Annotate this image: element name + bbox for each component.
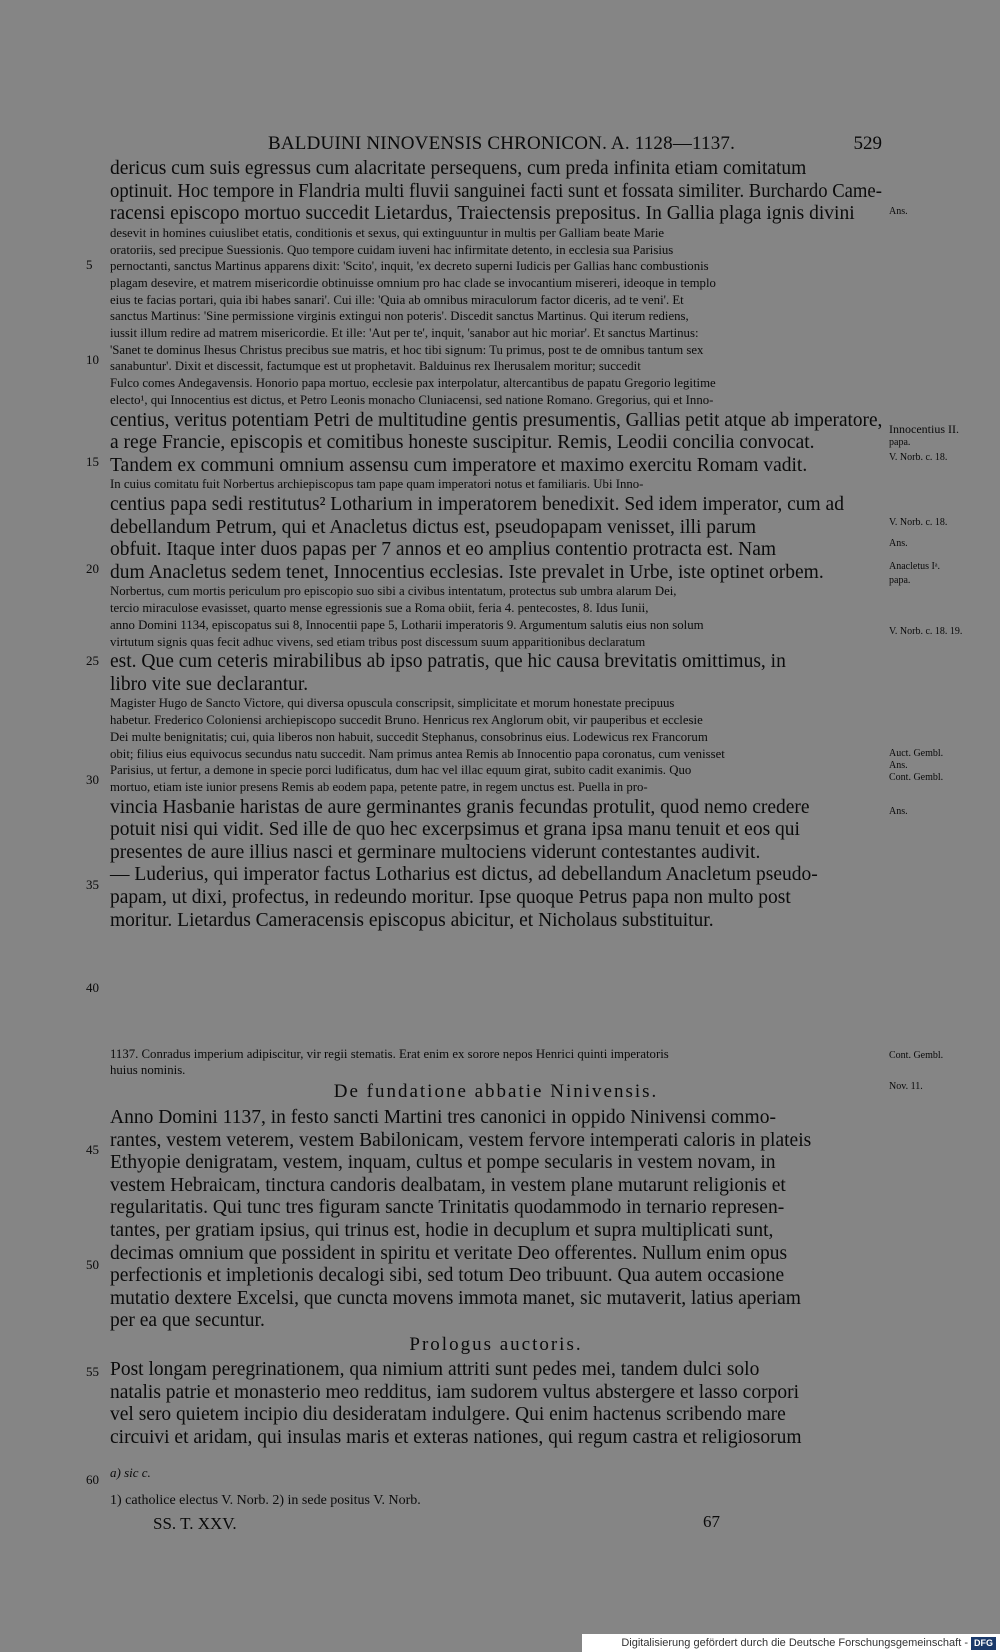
line-number: 30 bbox=[86, 772, 99, 787]
dfg-text: Digitalisierung gefördert durch die Deutsche Forschungsgemeinschaft - bbox=[621, 1637, 968, 1649]
margin-note: Ans. bbox=[889, 806, 908, 817]
line-number: 20 bbox=[86, 561, 99, 576]
text-line: dericus cum suis egressus cum alacritate persequens, cum preda infinita etiam comitatum bbox=[110, 158, 807, 179]
margin-note: V. Norb. c. 18. 19. bbox=[889, 626, 963, 637]
text-line: habetur. Frederico Coloniensi archiepiscopo succedit Bruno. Henricus rex Anglorum obit, vir pauperibus et ecclesie bbox=[110, 713, 703, 728]
margin-note: papa. bbox=[889, 437, 911, 448]
text-line: per ea que secuntur. bbox=[110, 1310, 265, 1332]
running-title: BALDUINI NINOVENSIS CHRONICON. A. 1128—1137. bbox=[268, 133, 736, 154]
text-line: dum Anacletus sedem tenet, Innocentius ecclesias. Iste prevalet in Urbe, iste optinet orbem. bbox=[110, 561, 824, 583]
text-line: tantes, per gratiam ipsius, qui trinus est, hodie in decuplum et supra multiplicati sunt, bbox=[110, 1220, 774, 1241]
margin-note: Ans. bbox=[889, 538, 908, 549]
text-line: racensi episcopo mortuo succedit Lietardus, Traiectensis prepositus. In Gallia plaga ignis divini bbox=[110, 203, 855, 225]
text-line: plagam desevire, et matrem misericordie obtinuisse omnium pro hac clade se invocantium misereri, ideoque in templo bbox=[110, 275, 716, 290]
margin-note: V. Norb. c. 18. bbox=[889, 452, 948, 463]
line-number: 60 bbox=[86, 1472, 99, 1487]
section-heading: De fundatione abbatie Ninivensis. bbox=[333, 1081, 659, 1102]
text-line: presentes de aure illius nasci et germinare multociens viderunt contestantes audivit. bbox=[110, 841, 761, 863]
margin-note: V. Norb. c. 18. bbox=[889, 517, 948, 528]
text-line: electo¹, qui Innocentius est dictus, et Petro Leonis monacho Cluniacensi, sed natione Romano. Gregorius, qui et Inno- bbox=[110, 392, 714, 407]
text-line: Dei multe benignitatis; cui, quia liberos non habuit, succedit Stephanus, consobrinus eius. Lodewicus rex Francorum bbox=[110, 729, 708, 744]
text-line: vel sero quietem incipio diu desideratam indulgere. Qui enim hactenus scribendo mare bbox=[110, 1404, 786, 1426]
text-line: 'Sanet te dominus Ihesus Christus precibus sue matris, et hoc tibi signum: Tu primus, post te de omnibus tantum sex bbox=[110, 342, 704, 357]
text-line: virtutum signis quas fecit adhuc vivens, sed etiam tribus post discessum suum apparitionibus declaratum bbox=[110, 634, 646, 649]
line-number: 25 bbox=[86, 653, 99, 668]
text-line: natalis patrie et monasterio meo redditus, iam sudorem vultus abstergere et lasso corpori bbox=[110, 1381, 799, 1403]
text-line: rantes, vestem veterem, vestem Babilonicam, vestem fervore intemperati caloris in plateis bbox=[110, 1129, 812, 1151]
text-line: tercio miraculose evasisset, quarto mense egressionis sue a Roma obiit, feria 4. pentecostes, 8. Idus Iunii, bbox=[110, 601, 649, 616]
dfg-footer bbox=[582, 1634, 1000, 1652]
text-line: obfuit. Itaque inter duos papas per 7 annos et eo amplius contentio protracta est. Nam bbox=[110, 539, 777, 561]
year-line-cont: huius nominis. bbox=[110, 1063, 186, 1077]
text-line: Fulco comes Andegavensis. Honorio papa mortuo, ecclesie pax interpolatur, altercantibus de papatu Gregorio legitime bbox=[110, 376, 716, 391]
sheet-number: 67 bbox=[703, 1512, 720, 1531]
margin-note: Anacletus Iᵃ. bbox=[889, 561, 941, 572]
signature-mark: SS. T. XXV. bbox=[153, 1514, 237, 1533]
text-line: iussit illum redire ad matrem misericordie. Et ille: 'Aut per te', inquit, 'sanabor aut hic moriar'. Et sanctus Martinus: bbox=[110, 326, 699, 340]
text-line: oratoriis, sed precipue Suessionis. Quo tempore cuidam iuveni hac infirmitate detento, in ecclesia sua Parisius bbox=[110, 242, 674, 257]
margin-note: Nov. 11. bbox=[889, 1081, 923, 1092]
text-line: obit; filius eius equivocus secundus natu succedit. Nam primus antea Remis ab Innocentio papa coronatus, cum venisset bbox=[110, 746, 725, 761]
margin-note: Ans. bbox=[889, 206, 908, 217]
text-line: circuivi et aridam, qui insulas maris et exteras nationes, qui regum castra et religiosorum bbox=[110, 1426, 802, 1448]
text-line: est. Que cum ceteris mirabilibus ab ipso patratis, que hic causa brevitatis omittimus, in bbox=[110, 651, 786, 673]
dfg-logo-icon: DFG bbox=[971, 1637, 996, 1650]
text-line: a rege Francie, episcopis et comitibus honeste suscipitur. Remis, Leodii concilia convocat. bbox=[110, 432, 815, 454]
text-line: Post longam peregrinationem, qua nimium attriti sunt pedes mei, tandem dulci solo bbox=[110, 1359, 760, 1380]
footnote-a: a) sic c. bbox=[110, 1465, 151, 1480]
prologue-heading: Prologus auctoris. bbox=[409, 1334, 583, 1355]
line-number: 35 bbox=[86, 877, 99, 892]
text-line: mutatio dextere Excelsi, que cuncta movens immota manet, sic mutaverit, latius aperiam bbox=[110, 1287, 801, 1309]
line-number: 55 bbox=[86, 1364, 99, 1379]
margin-note: Auct. Gembl. bbox=[889, 748, 944, 759]
text-line: moritur. Lietardus Cameracensis episcopus abicitur, et Nicholaus substituitur. bbox=[110, 909, 714, 931]
text-line: Magister Hugo de Sancto Victore, qui diversa opuscula conscripsit, simplicitate et morum honestate precipuus bbox=[110, 696, 675, 711]
text-line: centius, veritus potentiam Petri de multitudine gentis presumentis, Gallias petit atque ab imperatore, bbox=[110, 409, 883, 431]
text-line: — Luderius, qui imperator factus Lotharius est dictus, ad debellandum Anacletum pseudo- bbox=[110, 864, 818, 886]
margin-note: papa. bbox=[889, 575, 911, 586]
text-line: decimas omnium que possident in spiritu et veritate Deo offerentes. Nullum enim opus bbox=[110, 1242, 788, 1264]
line-number: 5 bbox=[86, 257, 93, 272]
margin-note: Cont. Gembl. bbox=[889, 1050, 944, 1061]
year-line: 1137. Conradus imperium adipiscitur, vir regii stematis. Erat enim ex sorore nepos Henrici quinti imperatoris bbox=[110, 1047, 669, 1061]
text-line: Parisius, ut fertur, a demone in specie porci ludificatus, dum hac vel illac equum girat, subito cadit exanimis. Quo bbox=[110, 763, 692, 778]
text-line: mortuo, etiam iste iunior presens Remis ab eodem papa, petente patre, in regem unctus est. Puella in pro- bbox=[110, 779, 648, 794]
text-line: debellandum Petrum, qui et Anacletus dictus est, pseudopapam venisset, illi parum bbox=[110, 516, 757, 538]
text-line: papam, ut dixi, profectus, in redeundo moritur. Ipse quoque Petrus papa non multo post bbox=[110, 887, 791, 908]
text-line: In cuius comitatu fuit Norbertus archiepiscopus tam pape quam imperatori notus et familiaris. Ubi Inno- bbox=[110, 477, 644, 492]
margin-note: Cont. Gembl. bbox=[889, 772, 944, 783]
line-number: 45 bbox=[86, 1142, 99, 1157]
text-line: potuit nisi qui vidit. Sed ille de quo hec excerpsimus et grana ipsa manu tenuit et eos qui bbox=[110, 819, 800, 841]
margin-note: Innocentius II. bbox=[889, 422, 959, 436]
text-line: Ethyopie denigratam, vestem, inquam, cultus et pompe secularis in vestem novam, in bbox=[110, 1152, 776, 1174]
line-number: 50 bbox=[86, 1257, 99, 1272]
line-number: 40 bbox=[86, 980, 99, 995]
text-line: desevit in homines cuiuslibet etatis, conditionis et sexus, qui extinguuntur in multis per Galliam beate Marie bbox=[110, 225, 665, 240]
text-line: pernoctanti, sanctus Martinus apparens dixit: 'Scito', inquit, 'ex decreto superni Iudicis per Gallias hanc combustionis bbox=[110, 259, 709, 274]
text-line: libro vite sue declarantur. bbox=[110, 673, 309, 695]
text-line: Norbertus, cum mortis periculum pro episcopio suo sibi a civibus intentatum, protectus sub umbra alarum Dei, bbox=[110, 584, 677, 599]
text-line: eius te facias portari, quia ibi habes sanari'. Cui ille: 'Quia ab omnibus miraculorum factor diceris, ad te veni'. Et bbox=[110, 292, 684, 307]
text-line: sanctus Martinus: 'Sine permissione virginis extingui non poteris'. Discedit sanctus Martinus. Qui iterum rediens, bbox=[110, 309, 689, 324]
footnotes: 1) catholice electus V. Norb. 2) in sede positus V. Norb. bbox=[110, 1493, 421, 1508]
text-line: regularitatis. Qui tunc tres figuram sancte Trinitatis quodammodo in ternario represen- bbox=[110, 1197, 785, 1219]
page-number: 529 bbox=[853, 133, 882, 154]
text-line: perfectionis et impletionis decalogi sibi, sed totum Deo tribuunt. Qua autem occasione bbox=[110, 1265, 785, 1287]
text-line: centius papa sedi restitutus² Lotharium in imperatorem benedixit. Sed idem imperator, cum ad bbox=[110, 494, 844, 515]
line-number: 15 bbox=[86, 454, 99, 469]
text-line: vincia Hasbanie haristas de aure germinantes granis fecundas protulit, quod nemo credere bbox=[110, 796, 810, 818]
margin-note: Ans. bbox=[889, 760, 908, 771]
text-line: Anno Domini 1137, in festo sancti Martini tres canonici in oppido Ninivensi commo- bbox=[110, 1107, 776, 1128]
line-number: 10 bbox=[86, 352, 99, 367]
text-line: sanabuntur'. Dixit et discessit, factumque est ut prophetavit. Balduinus rex Iherusalem moritur; succedit bbox=[110, 359, 641, 374]
text-line: vestem Hebraicam, tinctura candoris dealbatam, in vestem plane mutarunt religionis et bbox=[110, 1174, 786, 1196]
text-line: optinuit. Hoc tempore in Flandria multi fluvii sanguinei facti sunt et fossata similiter. Burchardo Came- bbox=[110, 180, 882, 202]
text-line: Tandem ex communi omnium assensu cum imperatore et maximo exercitu Romam vadit. bbox=[110, 454, 808, 476]
text-line: anno Domini 1134, episcopatus sui 8, Innocentii pape 5, Lotharii imperatoris 9. Argumentum salutis eius non solum bbox=[110, 617, 704, 632]
